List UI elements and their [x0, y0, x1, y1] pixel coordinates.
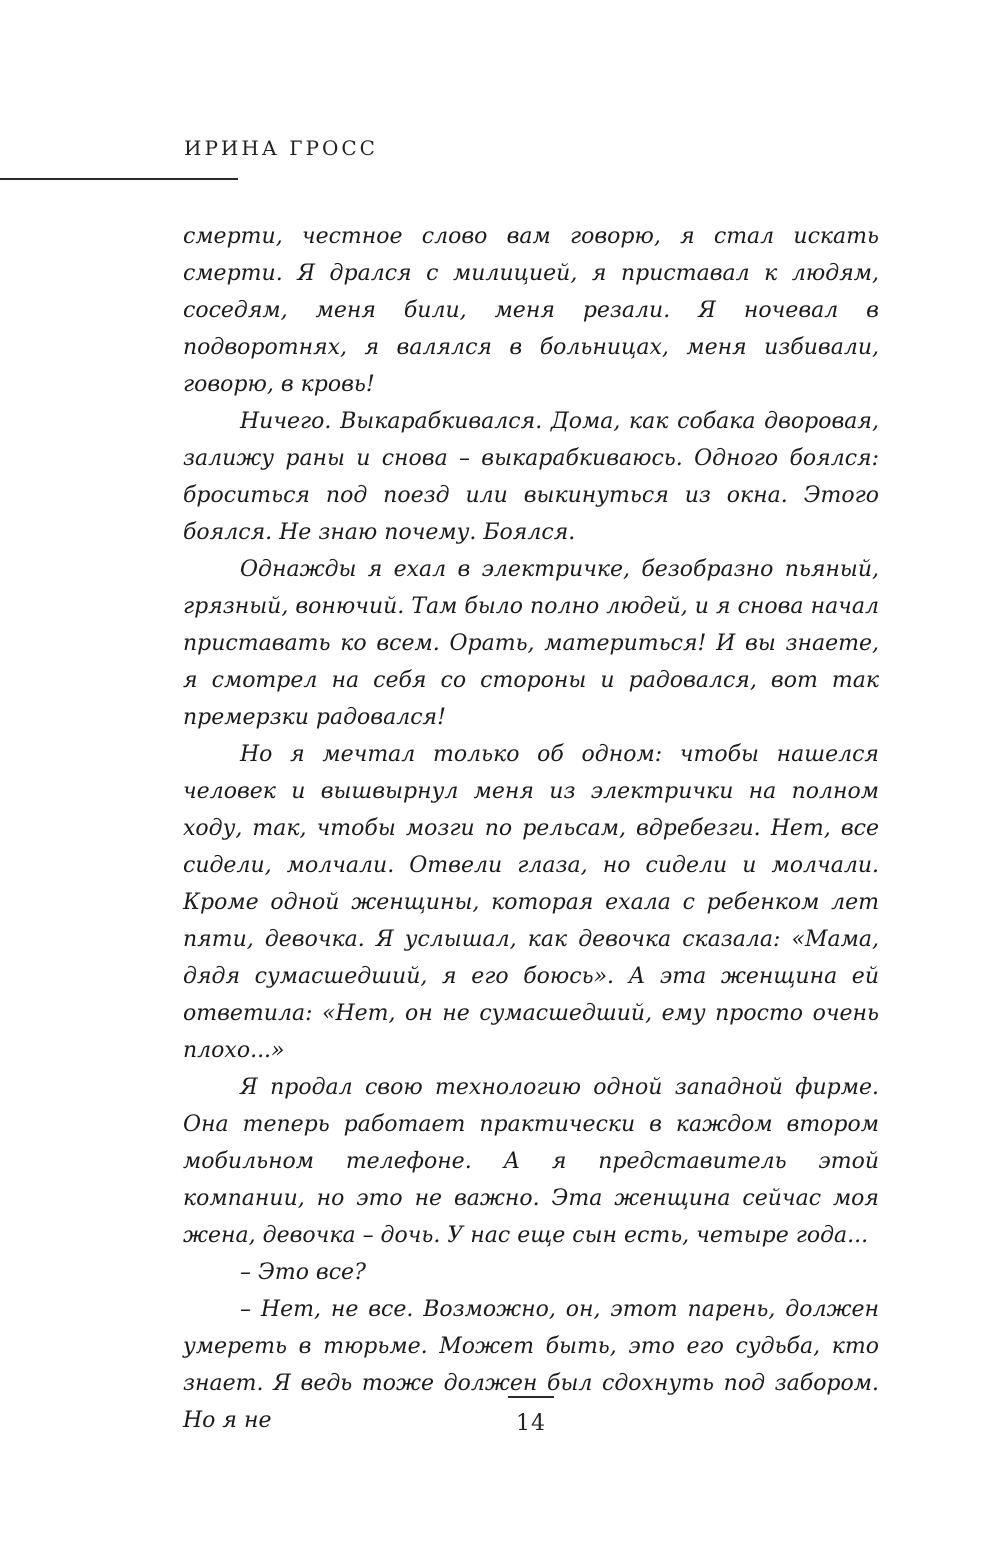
- paragraph: Ничего. Выкарабкивался. Дома, как собака дворовая, залижу раны и снова – выкарабкиваюсь. Одного боялся: броситься под поезд или выкинуться из окна. Этого боялся. Не знаю почему. Боялся.: [183, 409, 879, 545]
- paragraph-dialogue: – Это все?: [240, 1260, 366, 1285]
- page-footer: [183, 1396, 879, 1436]
- paragraph: Однажды я ехал в электричке, безобразно пьяный, грязный, вонючий. Там было полно людей, и я снова начал приставать ко всем. Орать, материться! И вы знаете, я смотрел на себя со стороны и радовался, вот так премерзки радовался!: [183, 557, 879, 730]
- paragraph: Я продал свою технологию одной западной фирме. Она теперь работает практически в каждом втором мобильном телефоне. А я представитель этой компании, но это не важно. Эта женщина сейчас моя жена, девочка – дочь. У нас еще сын есть, четыре года...: [183, 1075, 879, 1248]
- header-rule: [0, 178, 238, 180]
- page-body-text: [183, 218, 879, 1439]
- paragraph-dialogue: – Нет, не все. Возможно, он, этот парень, должен умереть в тюрьме. Может быть, это его судьба, кто знает. Я ведь тоже должен был сдохнуть под забором. Но я не: [183, 1297, 879, 1433]
- page-number: 14: [516, 1411, 546, 1436]
- footer-rule: [508, 1396, 554, 1398]
- paragraph: Но я мечтал только об одном: чтобы нашелся человек и вышвырнул меня из электрички на полном ходу, так, чтобы мозги по рельсам, вдребезги. Нет, все сидели, молчали. Отвели глаза, но сидели и молчали. Кроме одной женщины, которая ехала с ребенком лет пяти, девочка. Я услышал, как девочка сказала: «Мама, дядя сумасшедший, я его боюсь». А эта женщина ей ответила: «Нет, он не сумасшедший, ему просто очень плохо...»: [183, 742, 879, 1063]
- running-header-author: ИРИНА ГРОСС: [184, 136, 378, 160]
- paragraph: смерти, честное слово вам говорю, я стал искать смерти. Я дрался с милицией, я приставал к людям, соседям, меня били, меня резали. Я ночевал в подворотнях, я валялся в больницах, меня избивали, говорю, в кровь!: [183, 224, 879, 397]
